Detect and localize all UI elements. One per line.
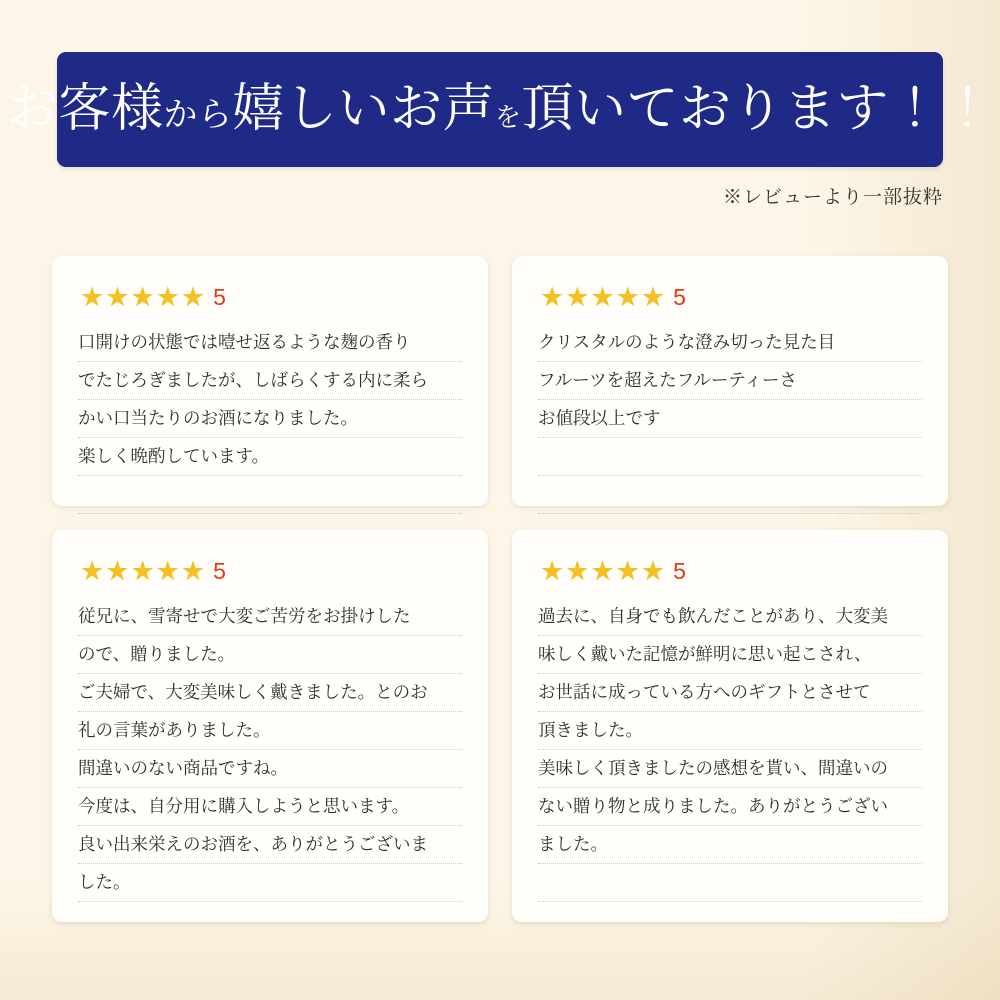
review-line: かい口当たりのお酒になりました。 [78,400,462,438]
review-card [52,256,488,506]
review-line: フルーツを超えたフルーティーさ [538,362,922,400]
headline-part-5: 頂いております！！ [521,80,995,138]
star-icon: ★ [130,555,154,586]
rating-value: 5 [213,283,226,310]
review-line: 礼の言葉がありました。 [78,712,462,750]
review-line: お世話に成っている方へのギフトとさせて [538,674,922,712]
review-card-list [52,256,948,922]
headline-part-2: から [163,96,233,134]
review-body [538,598,922,902]
star-icon: ★ [590,281,614,312]
review-line [78,476,462,514]
review-line: 良い出来栄えのお酒を、ありがとうございま [78,826,462,864]
review-line: 口開けの状態では噎せ返るような麹の香り [78,324,462,362]
review-line: 味しく戴いた記憶が鮮明に思い起こされ、 [538,636,922,674]
star-icon: ★ [180,555,205,586]
star-icon: ★ [105,555,129,586]
review-body [538,324,922,514]
star-icon: ★ [80,555,104,586]
review-line: 美味しく頂きましたの感想を貰い、間違いの [538,750,922,788]
star-rating [540,556,922,586]
headline-banner [5,52,995,167]
star-icon: ★ [640,555,665,586]
review-line: 過去に、自身でも飲んだことがあり、大変美 [538,598,922,636]
review-card [512,530,948,922]
star-icon: ★ [590,555,614,586]
review-line: ました。 [538,826,922,864]
star-icon: ★ [640,281,665,312]
review-line: 間違いのない商品ですね。 [78,750,462,788]
review-line [538,864,922,902]
review-line: した。 [78,864,462,902]
review-line: 今度は、自分用に購入しようと思います。 [78,788,462,826]
star-icon: ★ [155,281,179,312]
review-card [512,256,948,506]
review-line: ない贈り物と成りました。ありがとうござい [538,788,922,826]
star-icon: ★ [540,281,564,312]
headline-part-1: お客様 [5,80,164,138]
star-icon: ★ [540,555,564,586]
star-icon: ★ [80,281,104,312]
star-rating [80,282,462,312]
excerpt-note: ※レビューより一部抜粋 [722,187,943,208]
star-icon: ★ [615,281,639,312]
star-icon: ★ [155,555,179,586]
review-card [52,530,488,922]
headline-part-4: を [495,102,522,132]
review-line: 従兄に、雪寄せで大変ご苦労をお掛けした [78,598,462,636]
review-line [538,476,922,514]
rating-value: 5 [673,283,686,310]
star-icon: ★ [130,281,154,312]
star-icon: ★ [565,555,589,586]
review-body [78,598,462,902]
headline-part-3: 嬉しいお声 [232,80,495,138]
star-rating [80,556,462,586]
review-body [78,324,462,514]
star-icon: ★ [105,281,129,312]
review-line: 頂きました。 [538,712,922,750]
page-title [5,80,995,138]
rating-value: 5 [673,557,686,584]
star-icon: ★ [180,281,205,312]
review-line: ご夫婦で、大変美味しく戴きました。とのお [78,674,462,712]
review-line: 楽しく晩酌しています。 [78,438,462,476]
star-icon: ★ [615,555,639,586]
star-rating [540,282,922,312]
review-line: ので、贈りました。 [78,636,462,674]
review-line [538,438,922,476]
rating-value: 5 [213,557,226,584]
review-line: お値段以上です [538,400,922,438]
review-line: でたじろぎましたが、しばらくする内に柔ら [78,362,462,400]
star-icon: ★ [565,281,589,312]
review-line: クリスタルのような澄み切った見た目 [538,324,922,362]
